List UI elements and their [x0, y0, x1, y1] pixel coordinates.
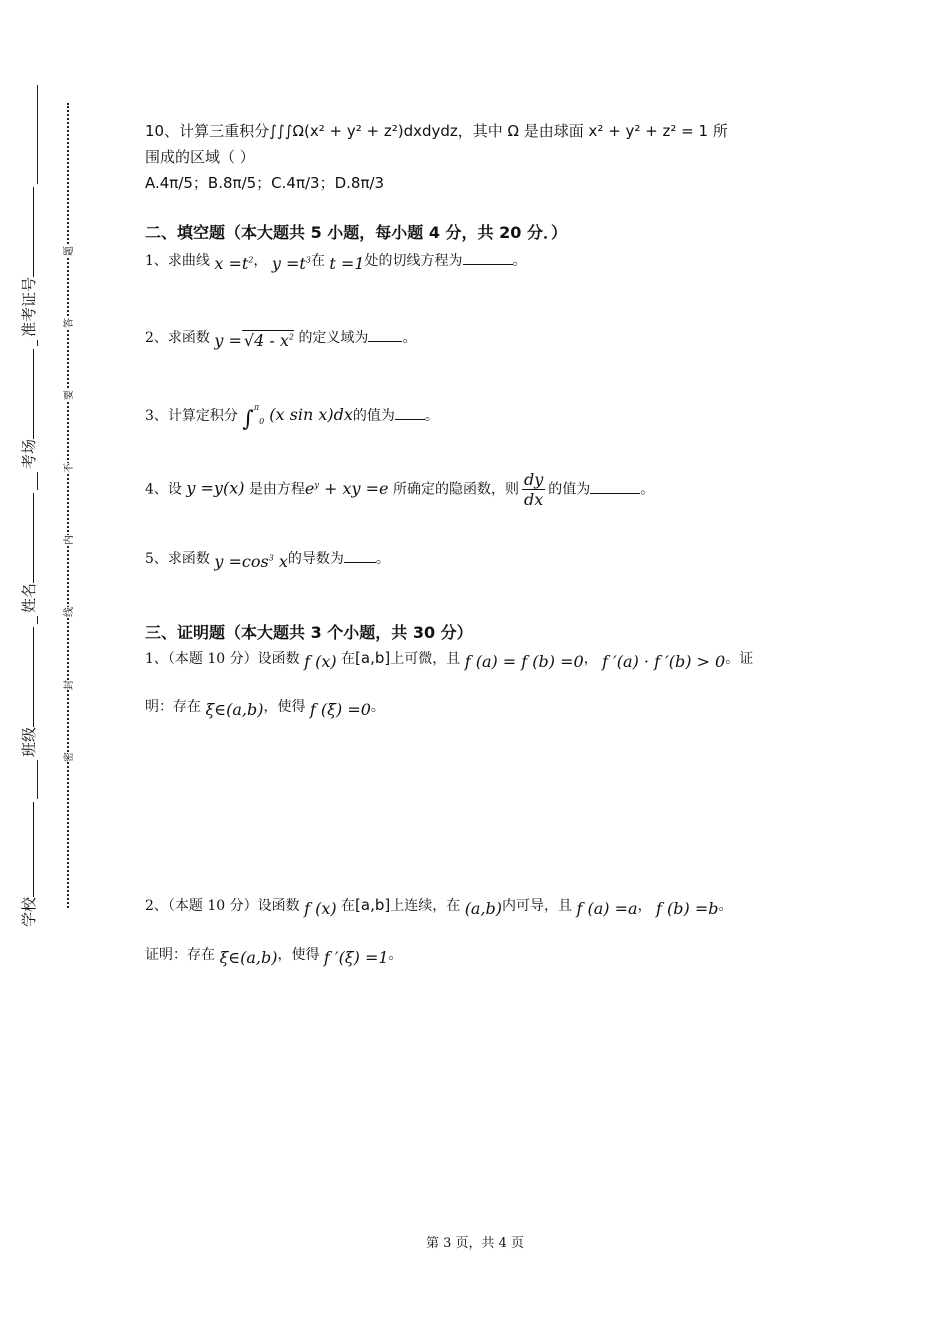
question-10	[145, 118, 815, 196]
math-expr: $y =t^3$	[271, 254, 311, 273]
proof-question-1-line2: 明：存在 ξ∈(a,b)，使得 f (ξ) =0。	[145, 699, 385, 719]
margin-school-field: 学校	[18, 799, 39, 930]
math-expr: (a,b)	[464, 899, 503, 918]
question-10-line1: 10、计算三重积分∫∫∫Ω(x² + y² + z²)dxdydz，其中 Ω 是由球面 x² + y² + z² = 1 所	[145, 122, 728, 140]
math-expr: f (ξ) =0	[309, 700, 371, 719]
seal-word: 答	[59, 318, 76, 328]
fill-question-4: 4、设 y =y(x) 是由方程$e^y$ + xy =e 所确定的隐函数，则 $\frac{dy}{dx}$ 的值为 。	[145, 470, 655, 509]
math-expr: f (a) = f (b) =0	[464, 652, 584, 671]
math-expr: f ′(ξ) =1	[323, 948, 389, 967]
math-expr: $x =t^2$	[214, 254, 254, 273]
fill-question-5: 5、求函数 $y =\cos^3$ x的导数为 。	[145, 548, 390, 571]
math-expr: ξ∈(a,b)	[219, 948, 278, 967]
answer-blank[interactable]	[368, 327, 402, 342]
answer-blank[interactable]	[463, 250, 513, 265]
seal-word: 题	[59, 246, 76, 256]
answer-blank[interactable]	[344, 548, 376, 563]
seal-word: 不	[59, 463, 76, 473]
margin-examid-field: 准考证号	[18, 184, 39, 340]
answer-blank[interactable]	[590, 479, 640, 494]
seal-word: 内	[59, 535, 76, 545]
seal-word: 线	[59, 607, 76, 617]
fill-question-1: 1、求曲线 $x =t^2$， $y =t^3$在 t =1处的切线方程为 。	[145, 250, 527, 273]
math-expr: y =y(x)	[186, 478, 245, 498]
question-10-line2: 围成的区域（ ）	[145, 148, 255, 166]
answer-blank[interactable]	[395, 405, 425, 420]
seal-word: 封	[59, 680, 76, 690]
proof-question-2-line1: 2、（本题 10 分）设函数 f (x) 在[a,b]上连续，在 (a,b)内可导，且 f (a) =a， f (b) =b。	[145, 896, 733, 918]
question-10-choices: A.4π/5；B.8π/5；C.4π/3；D.8π/3	[145, 174, 385, 192]
margin-class-field: 班级	[18, 624, 39, 760]
margin-room-field: 考场	[18, 346, 39, 472]
section-3-title: 三、证明题（本大题共 3 个小题，共 30 分）	[145, 623, 473, 642]
math-expr: f ′(a) · f ′(b) > 0	[602, 652, 726, 671]
binding-dotted-line	[67, 103, 69, 908]
math-expr: $e^y$ + xy =e	[304, 478, 389, 498]
math-expr: f (b) =b	[656, 899, 719, 918]
math-expr: $y = √4 - x^2$	[214, 331, 294, 350]
section-2-title: 二、填空题（本大题共 5 小题，每小题 4 分，共 20 分．）	[145, 223, 567, 242]
math-expr: $y =\cos^3$ x	[214, 552, 288, 571]
proof-question-1-line1: 1、（本题 10 分）设函数 f (x) 在[a,b]上可微，且 f (a) = f (b) =0， f ′(a) · f ′(b) > 0。证	[145, 649, 754, 671]
derivative-fraction: $\frac{dy}{dx}$	[523, 470, 544, 509]
math-expr: ∫$^\pi_0$ (x sin x)dx	[242, 403, 353, 432]
math-expr: f (x)	[304, 652, 337, 671]
fill-question-2: 2、求函数 $y = √4 - x^2$ 的定义域为 。	[145, 327, 416, 350]
proof-question-2-line2: 证明：存在 ξ∈(a,b)，使得 f ′(ξ) =1。	[145, 947, 403, 967]
math-expr: t =1	[329, 254, 365, 273]
seal-word: 要	[59, 390, 76, 400]
page-footer: 第 3 页，共 4 页	[425, 1236, 525, 1251]
math-expr: ξ∈(a,b)	[205, 700, 264, 719]
math-expr: f (a) =a	[576, 899, 638, 918]
fill-question-3: 3、计算定积分 ∫$^\pi_0$ (x sin x)dx的值为 。	[145, 403, 439, 432]
margin-name-field: 姓名	[18, 490, 39, 616]
math-expr: f (x)	[304, 899, 337, 918]
seal-word: 密	[59, 752, 76, 762]
q-text: 1、求曲线	[145, 253, 210, 269]
